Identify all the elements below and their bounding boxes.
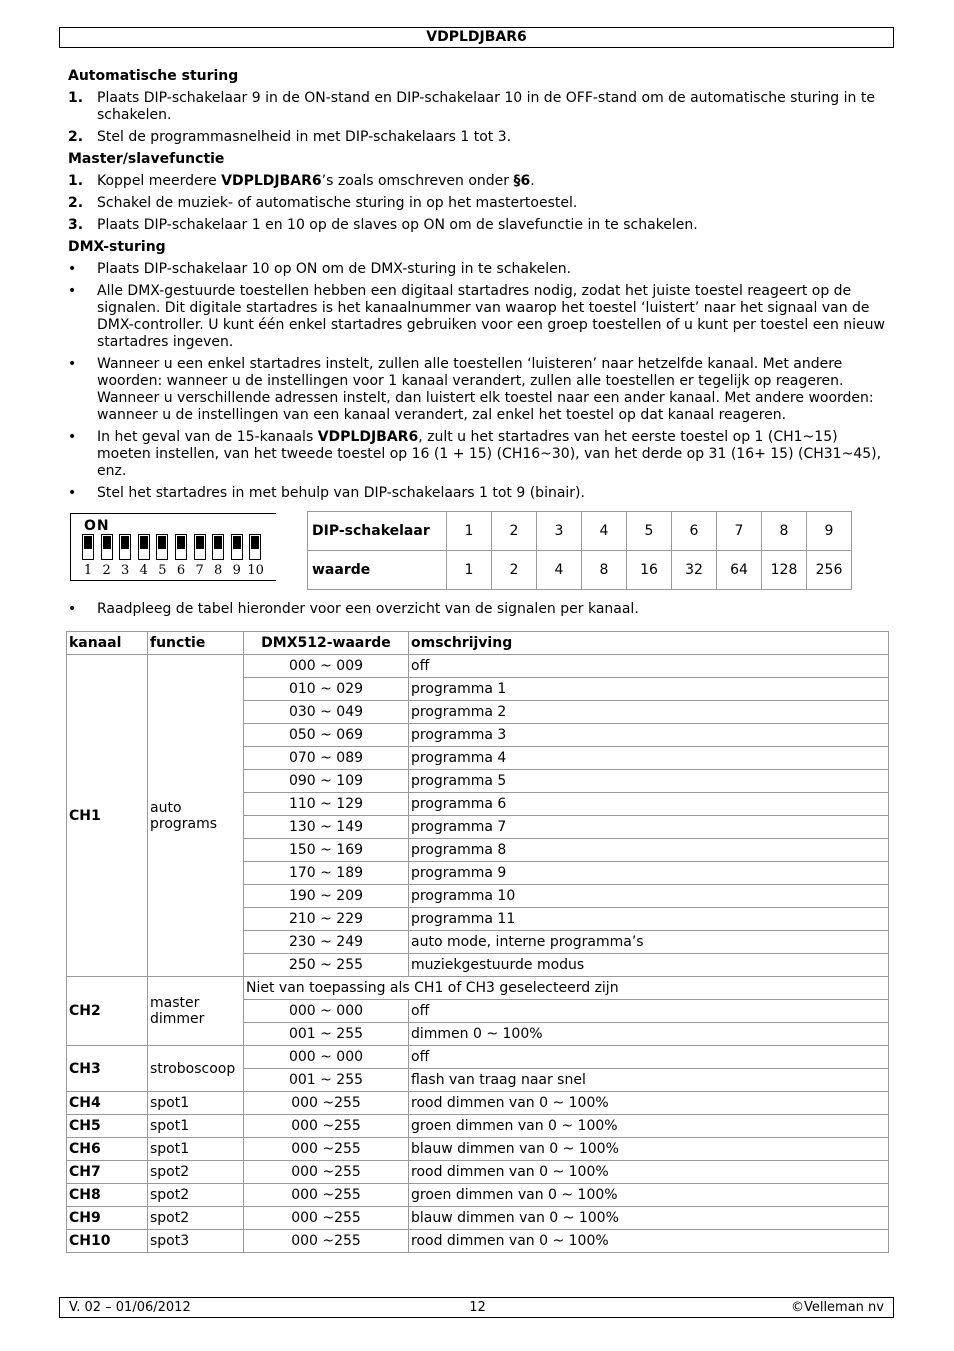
dip-switch [175,534,187,560]
table-cell: rood dimmen van 0 ~ 100% [409,1161,889,1184]
bullet-icon: • [68,485,77,501]
table-cell: 250 ~ 255 [244,954,409,977]
table-cell: rood dimmen van 0 ~ 100% [409,1092,889,1115]
table-cell: programma 7 [409,816,889,839]
footer-page-number: 12 [469,1300,486,1315]
table-cell: auto mode, interne programma’s [409,931,889,954]
dip-switch-number: 1 [83,563,93,578]
header-title: VDPLDJBAR6 [426,29,527,45]
table-cell: spot1 [148,1115,244,1138]
table-cell: programma 9 [409,862,889,885]
table-cell: rood dimmen van 0 ~ 100% [409,1230,889,1253]
table-cell: CH4 [67,1092,148,1115]
section-reference: §6 [513,173,531,189]
bullet-icon: • [68,601,77,617]
table-cell: 000 ~255 [244,1230,409,1253]
table-cell: 010 ~ 029 [244,678,409,701]
dip-switch [231,534,243,560]
channel-table [66,631,889,1253]
dip-switch-number: 7 [195,563,204,578]
table-cell: 210 ~ 229 [244,908,409,931]
table-cell: programma 8 [409,839,889,862]
dip-switch [156,534,168,560]
table-cell: programma 5 [409,770,889,793]
bullet-item: • Alle DMX-gestuurde toestellen hebben een digitaal startadres nodig, zodat het juiste toestel reageert op de signalen. Dit digitale startadres is het kanaalnummer van waarop het toestel ‘luistert’ naar het signaal van de DMX-controller. U kunt één enkel startadres gebruiken voor een groep toestellen of u kunt per toestel een nieuw startadres ingeven. [68,283,885,350]
table-cell: off [409,655,889,678]
table-cell: off [409,1000,889,1023]
page-header [59,27,894,48]
table-cell: blauw dimmen van 0 ~ 100% [409,1138,889,1161]
dip-switch [249,534,261,560]
table-cell: spot2 [148,1184,244,1207]
table-cell: groen dimmen van 0 ~ 100% [409,1115,889,1138]
table-header-row [67,632,889,655]
list-item: 2. Schakel de muziek- of automatische sturing in op het mastertoestel. [68,195,578,211]
table-cell: 110 ~ 129 [244,793,409,816]
table-cell: 000 ~ 000 [244,1046,409,1069]
table-cell: 090 ~ 109 [244,770,409,793]
dip-switch-number: 5 [158,563,167,578]
col-header: functie [148,632,244,655]
col-header: DMX512-waarde [244,632,409,655]
table-cell: 030 ~ 049 [244,701,409,724]
table-cell: off [409,1046,889,1069]
section-dmx [68,239,890,502]
dip-label: DIP-schakelaar [308,512,447,551]
table-row [67,1138,889,1161]
heading-auto: Automatische sturing [68,68,239,84]
dip-switch-number: 9 [232,563,241,578]
page-content [68,68,890,1253]
dip-switch-knob [196,536,204,549]
table-cell: programma 4 [409,747,889,770]
table-cell: 070 ~ 089 [244,747,409,770]
table-cell: CH10 [67,1230,148,1253]
dip-switch-number: 3 [121,563,130,578]
dip-switch [82,534,94,560]
table-cell: 150 ~ 169 [244,839,409,862]
table-cell: programma 3 [409,724,889,747]
dip-row-switch: DIP-schakelaar 1 2 3 4 5 6 7 8 9 [308,512,852,551]
table-cell: CH3 [67,1046,148,1092]
table-cell: 050 ~ 069 [244,724,409,747]
col-header: kanaal [67,632,148,655]
dip-switch-knob [214,536,222,549]
section-master [68,151,890,234]
footer-copyright: ©Velleman nv [790,1300,884,1315]
table-row [67,1115,889,1138]
table-cell: 000 ~ 000 [244,1000,409,1023]
table-row [67,977,889,1000]
dip-switch [119,534,131,560]
table-cell: programma 6 [409,793,889,816]
table-cell: spot2 [148,1207,244,1230]
table-cell: programma 11 [409,908,889,931]
dip-switch-knob [251,536,259,549]
dip-switch [101,534,113,560]
list-item: 1. Plaats DIP-schakelaar 9 in de ON-stand en DIP-schakelaar 10 in de OFF-stand om de automatische sturing in te schakelen. [68,90,875,123]
table-cell: 130 ~ 149 [244,816,409,839]
bullet-item: • In het geval van de 15-kanaals VDPLDJBAR6, zult u het startadres van het eerste toestel op 1 (CH1~15) moeten instellen, van het tweede toestel op 16 (1 + 15) (CH16~30), van het derde op 31 (16+ 15) (CH31~45), enz. [68,429,882,479]
table-cell: 000 ~255 [244,1161,409,1184]
table-cell: auto programs [148,655,244,977]
table-cell: 170 ~ 189 [244,862,409,885]
bullet-item: • Raadpleeg de tabel hieronder voor een overzicht van de signalen per kanaal. [68,601,639,617]
bullet-item: • Plaats DIP-schakelaar 10 op ON om de DMX-sturing in te schakelen. [68,261,572,277]
table-cell: spot1 [148,1092,244,1115]
dip-row-value: waarde 1 2 4 8 16 32 64 128 256 [308,551,852,590]
table-cell: CH9 [67,1207,148,1230]
table-cell: CH2 [67,977,148,1046]
table-cell: spot3 [148,1230,244,1253]
dip-switch-knob [140,536,148,549]
value-label: waarde [308,551,447,590]
section-auto [68,68,890,146]
col-header: omschrijving [409,632,889,655]
bullet-icon: • [68,356,77,372]
dip-switch-number: 2 [102,563,111,578]
table-cell: 001 ~ 255 [244,1023,409,1046]
dip-section [68,511,890,593]
page-footer [59,1297,894,1318]
table-cell: programma 2 [409,701,889,724]
table-cell: CH5 [67,1115,148,1138]
table-row [67,655,889,678]
table-cell: 000 ~255 [244,1207,409,1230]
dip-switch [138,534,150,560]
list-item: 3. Plaats DIP-schakelaar 1 en 10 op de slaves op ON om de slavefunctie in te schakelen. [68,217,698,233]
table-cell: 000 ~ 009 [244,655,409,678]
dip-switch-number: 8 [214,563,223,578]
dip-switch-knob [177,536,185,549]
table-row [67,1230,889,1253]
heading-master: Master/slavefunctie [68,151,225,167]
table-cell: spot2 [148,1161,244,1184]
table-cell: programma 1 [409,678,889,701]
dip-switch-diagram [70,513,276,581]
bullet-icon: • [68,261,77,277]
bullet-item: • Stel het startadres in met behulp van DIP-schakelaars 1 tot 9 (binair). [68,485,585,501]
list-item: 2. Stel de programmasnelheid in met DIP-schakelaars 1 tot 3. [68,129,512,145]
dip-switch-knob [121,536,129,549]
table-cell: dimmen 0 ~ 100% [409,1023,889,1046]
dip-switch-number: 4 [139,563,148,578]
heading-dmx: DMX-sturing [68,239,166,255]
dip-switch [194,534,206,560]
bullet-item: • Wanneer u een enkel startadres instelt, zullen alle toestellen ‘luisteren’ naar hetzelfde kanaal. Met andere woorden: wanneer u de instellingen voor 1 kanaal verandert, zullen alle toestellen er tegelijk op reageren. Wanneer u verschillende adressen instelt, dan luistert elk toestel naar een ander kanaal. Met andere woorden: wanneer u de instellingen van een kanaal verandert, zal enkel het toestel op dat kanaal reageren. [68,356,874,423]
table-cell: 001 ~ 255 [244,1069,409,1092]
bullet-icon: • [68,283,77,299]
dip-switch-knob [158,536,166,549]
table-cell: groen dimmen van 0 ~ 100% [409,1184,889,1207]
table-row [67,1046,889,1069]
table-row [67,1092,889,1115]
list-item: 1. Koppel meerdere VDPLDJBAR6’s zoals omschreven onder §6. [68,173,535,189]
table-cell: CH6 [67,1138,148,1161]
table-cell: muziekgestuurde modus [409,954,889,977]
table-cell: Niet van toepassing als CH1 of CH3 geselecteerd zijn [244,977,889,1000]
table-cell: 000 ~255 [244,1115,409,1138]
table-row [67,1161,889,1184]
dip-value-table [307,511,852,590]
table-row [67,1207,889,1230]
table-row [67,1184,889,1207]
table-cell: flash van traag naar snel [409,1069,889,1092]
table-cell: 000 ~255 [244,1092,409,1115]
table-cell: master dimmer [148,977,244,1046]
footer-version: V. 02 – 01/06/2012 [69,1300,191,1315]
table-cell: 000 ~255 [244,1184,409,1207]
table-cell: spot1 [148,1138,244,1161]
dip-switch-number: 6 [176,563,186,578]
table-cell: stroboscoop [148,1046,244,1092]
dip-on-label: ON [84,518,110,534]
dip-switch-number: 10 [247,563,264,578]
table-cell: programma 10 [409,885,889,908]
table-cell: CH1 [67,655,148,977]
table-cell: 000 ~255 [244,1138,409,1161]
table-cell: CH8 [67,1184,148,1207]
table-cell: CH7 [67,1161,148,1184]
dip-switch-knob [233,536,241,549]
table-cell: blauw dimmen van 0 ~ 100% [409,1207,889,1230]
bullet-icon: • [68,429,77,445]
dip-switch-knob [103,536,111,549]
dip-switch [212,534,224,560]
dip-switch-knob [84,536,92,549]
table-cell: 230 ~ 249 [244,931,409,954]
table-cell: 190 ~ 209 [244,885,409,908]
